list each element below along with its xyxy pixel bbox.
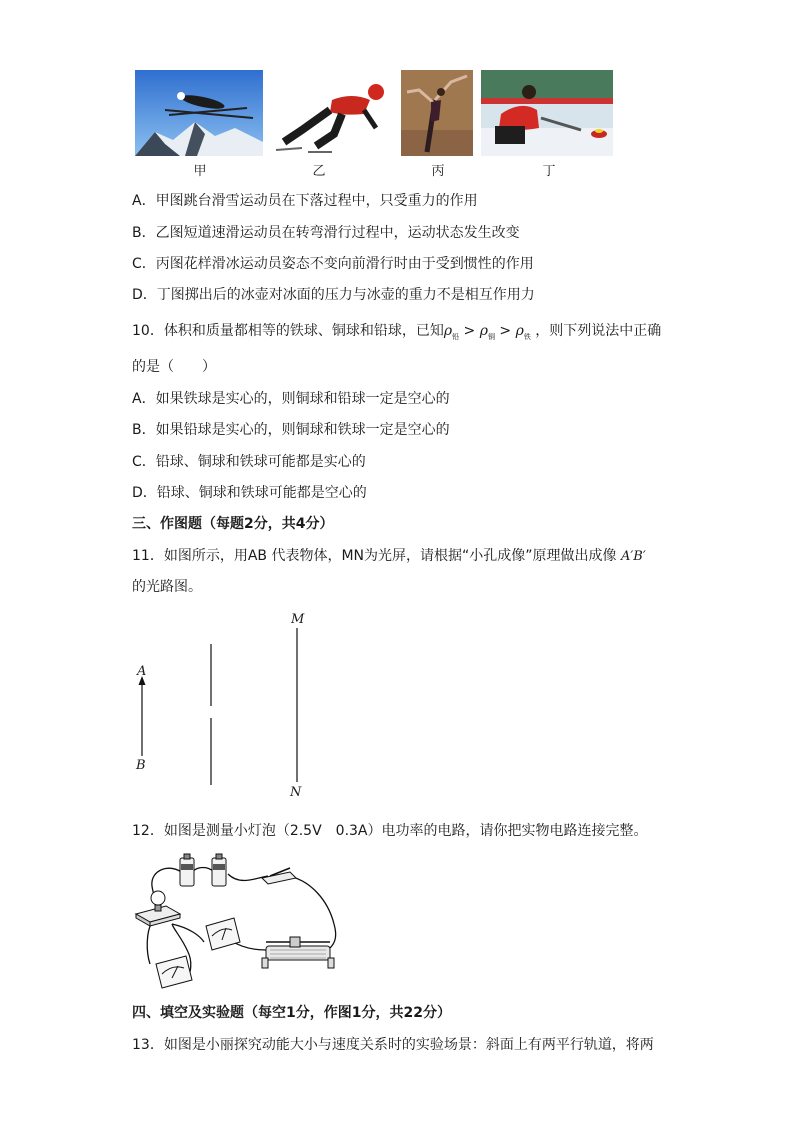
battery-2 xyxy=(212,858,226,886)
section-3-title: 三、作图题（每题2分，共4分） xyxy=(132,516,334,532)
gt-symbol: > xyxy=(499,323,512,339)
photo-speed-skater xyxy=(272,70,392,156)
q13-text: 13．如图是小丽探究动能大小与速度关系时的实验场景：斜面上有两平行轨道，将两 xyxy=(132,1037,654,1053)
caption-yi: 乙 xyxy=(312,164,326,179)
q10-stem-suffix: ，则下列说法中正确 xyxy=(535,323,662,339)
q11-line1 xyxy=(132,547,646,566)
label-m: M xyxy=(291,612,305,627)
q12-text: 12．如图是测量小灯泡（2.5V 0.3A）电功率的电路，请你把实物电路连接完整。 xyxy=(132,823,648,839)
caption-jia: 甲 xyxy=(193,164,207,179)
pinhole-diagram xyxy=(125,608,325,803)
photo-figure-skater xyxy=(401,70,473,156)
voltmeter xyxy=(206,918,240,950)
q10-option-c: C．铅球、铜球和铁球可能都是实心的 xyxy=(132,454,366,470)
q11-line2: 的光路图。 xyxy=(132,579,202,595)
gt-symbol: > xyxy=(463,323,476,339)
q10-stem-line2: 的是（ ） xyxy=(132,359,216,375)
label-b: B xyxy=(136,758,146,773)
label-n: N xyxy=(290,785,302,800)
bulb xyxy=(151,891,165,905)
label-a: A xyxy=(137,664,147,679)
photo-ski-jump xyxy=(135,70,263,156)
q11-text: 11．如图所示，用AB 代表物体，MN为光屏，请根据“小孔成像”原理做出成像 xyxy=(132,548,617,564)
photo-curling xyxy=(481,70,613,156)
q10-stem-prefix: 10．体积和质量都相等的铁球、铜球和铅球，已知 xyxy=(132,323,444,339)
q9-option-a: A．甲图跳台滑雪运动员在下落过程中，只受重力的作用 xyxy=(132,193,478,209)
section-4-title: 四、填空及实验题（每空1分，作图1分，共22分） xyxy=(132,1005,451,1021)
battery-1 xyxy=(180,858,194,886)
q9-option-d: D．丁图掷出后的冰壶对冰面的压力与冰壶的重力不是相互作用力 xyxy=(132,287,535,303)
q9-option-c: C．丙图花样滑冰运动员姿态不变向前滑行时由于受到惯性的作用 xyxy=(132,256,534,272)
rho-lead: $\rho_铅$ xyxy=(443,323,460,341)
q10-option-b: B．如果铅球是实心的，则铜球和铁球一定是空心的 xyxy=(132,422,450,438)
q10-option-a: A．如果铁球是实心的，则铜球和铅球一定是空心的 xyxy=(132,391,450,407)
ammeter xyxy=(156,956,192,988)
q9-option-b: B．乙图短道速滑运动员在转弯滑行过程中，运动状态发生改变 xyxy=(132,225,520,241)
caption-ding: 丁 xyxy=(542,164,556,179)
rho-copper: $\rho_铜$ xyxy=(479,323,495,341)
q10-option-d: D．铅球、铜球和铁球可能都是空心的 xyxy=(132,485,367,501)
q10-stem xyxy=(132,322,661,346)
caption-bing: 丙 xyxy=(431,164,445,179)
switch xyxy=(262,872,296,884)
circuit-diagram xyxy=(130,852,345,990)
q11-image-label: A′B′ xyxy=(620,549,646,564)
rho-iron: $\rho_铁$ xyxy=(515,323,531,341)
